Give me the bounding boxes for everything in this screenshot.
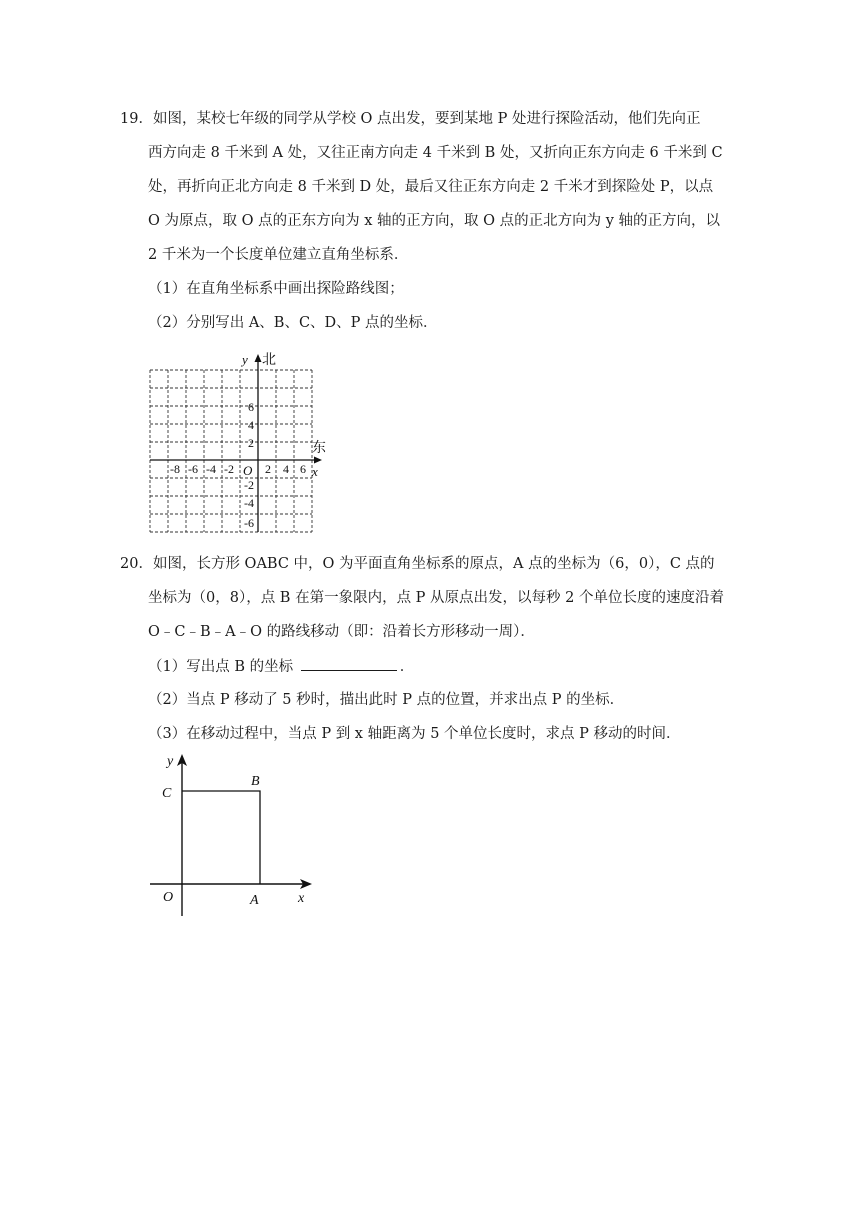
point-o-label: O — [163, 890, 174, 905]
x-tick-label: 2 — [265, 462, 271, 476]
q19-line-1: 19．如图，某校七年级的同学从学校 O 点出发，要到某地 P 处进行探险活动，他们先向正 — [120, 111, 701, 127]
y-tick-label: -4 — [244, 496, 254, 510]
q20-line-1: 20．如图，长方形 OABC 中，O 为平面直角坐标系的原点，A 点的坐标为（6，0），C 点的 — [120, 556, 715, 572]
q20-sub1-text: （1）写出点 B 的坐标 — [148, 659, 294, 675]
q20-sub1-end: ． — [399, 659, 415, 675]
rectangle-oabc — [182, 791, 260, 884]
x-tick-label: 6 — [300, 462, 306, 476]
point-c-label: C — [162, 786, 172, 801]
q20-subquestion-1 — [148, 656, 414, 677]
q20-line-3: O﹣C﹣B﹣A﹣O 的路线移动（即：沿着长方形移动一周）． — [148, 624, 535, 640]
q19-line-3: 处，再折向正北方向走 8 千米到 D 处，最后又往正东方向走 2 千米才到探险处 P，以点 — [148, 179, 714, 195]
x-tick-labels — [170, 462, 306, 476]
y-axis-arrow — [255, 354, 262, 362]
y-tick-label: 2 — [248, 436, 254, 450]
y-tick-label: 4 — [248, 418, 254, 432]
q19-line-2: 西方向走 8 千米到 A 处，又往正南方向走 4 千米到 B 处，又折向正东方向走 6 千米到 C — [148, 145, 723, 161]
y-axis-label: y — [242, 352, 248, 367]
grid-lines — [150, 370, 312, 532]
q20-subquestion-3: （3）在移动过程中，当点 P 到 x 轴距离为 5 个单位长度时，求点 P 移动的时间． — [148, 726, 681, 742]
y-tick-label: -6 — [244, 516, 254, 530]
q19-subquestion-2: （2）分别写出 A、B、C、D、P 点的坐标． — [148, 315, 438, 331]
x-tick-label: -2 — [224, 462, 234, 476]
x-axis-arrow — [314, 457, 322, 464]
x-axis-label: x — [298, 891, 305, 906]
q20-line-2: 坐标为（0，8），点 B 在第一象限内，点 P 从原点出发，以每秒 2 个单位长度的速度沿着 — [148, 590, 724, 606]
q19-line-4: O 为原点，取 O 点的正东方向为 x 轴的正方向，取 O 点的正北方向为 y 轴的正方向，以 — [148, 213, 721, 229]
point-b-label: B — [251, 774, 260, 789]
q19-grid-figure — [142, 348, 332, 533]
x-tick-label: -8 — [170, 462, 180, 476]
east-label: 东 — [312, 441, 326, 456]
x-tick-label: -6 — [188, 462, 198, 476]
q20-rectangle-figure — [150, 750, 330, 925]
y-tick-label: -2 — [244, 478, 254, 492]
north-label: 北 — [262, 353, 276, 368]
answer-blank[interactable] — [301, 656, 397, 671]
y-tick-label: 6 — [248, 400, 254, 414]
q19-subquestion-1: （1）在直角坐标系中画出探险路线图； — [148, 281, 404, 297]
y-axis-label: y — [167, 754, 174, 769]
origin-label: O — [243, 463, 253, 478]
q19-line-5: 2 千米为一个长度单位建立直角坐标系． — [148, 247, 409, 263]
point-a-label: A — [250, 893, 259, 908]
x-axis-label: x — [312, 464, 318, 479]
x-tick-label: -4 — [206, 462, 216, 476]
q20-subquestion-2: （2）当点 P 移动了 5 秒时，描出此时 P 点的位置，并求出点 P 的坐标． — [148, 692, 625, 708]
x-tick-label: 4 — [283, 462, 289, 476]
